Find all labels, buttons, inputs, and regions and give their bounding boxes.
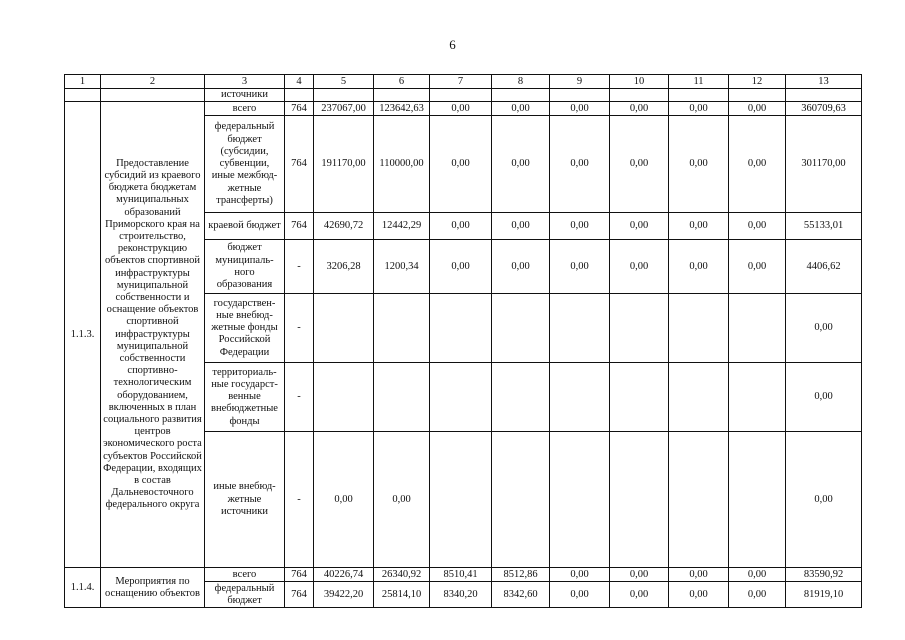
value-cell: 0,00 <box>610 582 669 608</box>
total-cell: 55133,01 <box>786 213 862 240</box>
value-cell <box>550 432 610 568</box>
value-cell: 191170,00 <box>314 116 374 213</box>
total-cell: 81919,10 <box>786 582 862 608</box>
value-cell <box>610 363 669 432</box>
value-cell: 0,00 <box>610 240 669 294</box>
grbs-cell: 764 <box>285 116 314 213</box>
value-cell: 0,00 <box>729 568 786 582</box>
value-cell: 0,00 <box>374 432 430 568</box>
header-cell: 13 <box>786 75 862 89</box>
value-cell: 0,00 <box>729 116 786 213</box>
total-cell: 0,00 <box>786 294 862 363</box>
grbs-cell: - <box>285 294 314 363</box>
value-cell: 0,00 <box>550 116 610 213</box>
value-cell: 0,00 <box>729 213 786 240</box>
value-cell <box>430 432 492 568</box>
value-cell: 0,00 <box>492 240 550 294</box>
header-cell: 9 <box>550 75 610 89</box>
value-cell: 0,00 <box>669 568 729 582</box>
item-name: Мероприятия по оснащению объектов <box>101 568 205 608</box>
value-cell: 0,00 <box>610 116 669 213</box>
value-cell: 0,00 <box>492 213 550 240</box>
grbs-cell: 764 <box>285 102 314 116</box>
value-cell: 0,00 <box>430 102 492 116</box>
value-cell: 25814,10 <box>374 582 430 608</box>
source-cell: бюджет муниципаль-ного образования <box>205 240 285 294</box>
value-cell: 0,00 <box>669 240 729 294</box>
source-cell: федеральный бюджет <box>205 582 285 608</box>
value-cell <box>610 432 669 568</box>
item-name: Предоставление субсидий из краевого бюджета бюджетам муниципальных образований Приморского края на строительство, реконструкцию объектов спортивной инфраструктуры муниципальной собственности и оснащение объектов спортивной инфраструктуры муниципальной собственности спортивно-технологическим оборудованием, включенных в план социального развития центров экономического роста субъектов Российской Федерации, входящих в состав Дальневосточного федерального округа <box>101 102 205 568</box>
value-cell: 0,00 <box>492 102 550 116</box>
value-cell: 0,00 <box>550 568 610 582</box>
value-cell: 0,00 <box>430 116 492 213</box>
source-cell: всего <box>205 568 285 582</box>
value-cell: 0,00 <box>550 213 610 240</box>
source-cell: иные внебюд-жетные источники <box>205 432 285 568</box>
value-cell: 0,00 <box>430 240 492 294</box>
value-cell <box>550 363 610 432</box>
value-cell: 3206,28 <box>314 240 374 294</box>
value-cell <box>669 294 729 363</box>
value-cell: 0,00 <box>550 102 610 116</box>
grbs-cell: - <box>285 240 314 294</box>
value-cell: 0,00 <box>669 116 729 213</box>
value-cell <box>430 363 492 432</box>
value-cell: 0,00 <box>492 116 550 213</box>
budget-table <box>64 74 862 608</box>
grbs-cell: 764 <box>285 582 314 608</box>
item-code: 1.1.3. <box>65 102 101 568</box>
value-cell: 12442,29 <box>374 213 430 240</box>
header-cell: 11 <box>669 75 729 89</box>
value-cell <box>430 294 492 363</box>
value-cell: 40226,74 <box>314 568 374 582</box>
value-cell <box>729 294 786 363</box>
total-cell: 360709,63 <box>786 102 862 116</box>
source-cell: государствен-ные внебюд-жетные фонды Российской Федерации <box>205 294 285 363</box>
value-cell <box>492 294 550 363</box>
value-cell: 0,00 <box>550 582 610 608</box>
value-cell <box>550 294 610 363</box>
total-cell: 4406,62 <box>786 240 862 294</box>
value-cell <box>374 294 430 363</box>
value-cell: 1200,34 <box>374 240 430 294</box>
grbs-cell: - <box>285 432 314 568</box>
header-cell: 2 <box>101 75 205 89</box>
value-cell <box>314 363 374 432</box>
item-code: 1.1.4. <box>65 568 101 608</box>
header-cell: 8 <box>492 75 550 89</box>
value-cell: 0,00 <box>669 213 729 240</box>
header-cell: 4 <box>285 75 314 89</box>
continuation-row <box>65 89 862 102</box>
header-cell: 12 <box>729 75 786 89</box>
value-cell: 0,00 <box>729 582 786 608</box>
value-cell <box>610 294 669 363</box>
value-cell: 0,00 <box>610 213 669 240</box>
value-cell: 237067,00 <box>314 102 374 116</box>
source-cell: источники <box>205 89 285 102</box>
source-cell: территориаль-ные государст-венные внебюджетные фонды <box>205 363 285 432</box>
header-cell: 1 <box>65 75 101 89</box>
table-row <box>65 568 862 582</box>
page-number: 6 <box>449 37 456 52</box>
value-cell: 26340,92 <box>374 568 430 582</box>
total-cell: 83590,92 <box>786 568 862 582</box>
value-cell <box>492 432 550 568</box>
value-cell <box>669 432 729 568</box>
header-cell: 5 <box>314 75 374 89</box>
value-cell: 123642,63 <box>374 102 430 116</box>
value-cell <box>374 363 430 432</box>
value-cell: 0,00 <box>430 213 492 240</box>
grbs-cell: 764 <box>285 568 314 582</box>
header-cell: 10 <box>610 75 669 89</box>
total-cell: 0,00 <box>786 432 862 568</box>
header-row <box>65 75 862 89</box>
value-cell: 0,00 <box>610 568 669 582</box>
value-cell: 110000,00 <box>374 116 430 213</box>
value-cell <box>492 363 550 432</box>
value-cell: 0,00 <box>669 102 729 116</box>
value-cell <box>314 294 374 363</box>
source-cell: всего <box>205 102 285 116</box>
source-cell: федеральный бюджет (субсидии, субвенции, иные межбюд-жетные трансферты) <box>205 116 285 213</box>
grbs-cell: - <box>285 363 314 432</box>
value-cell: 0,00 <box>729 240 786 294</box>
value-cell: 39422,20 <box>314 582 374 608</box>
value-cell <box>669 363 729 432</box>
value-cell: 0,00 <box>314 432 374 568</box>
value-cell: 8512,86 <box>492 568 550 582</box>
grbs-cell: 764 <box>285 213 314 240</box>
value-cell: 0,00 <box>669 582 729 608</box>
total-cell: 0,00 <box>786 363 862 432</box>
value-cell: 42690,72 <box>314 213 374 240</box>
value-cell: 0,00 <box>610 102 669 116</box>
total-cell: 301170,00 <box>786 116 862 213</box>
header-cell: 6 <box>374 75 430 89</box>
value-cell <box>729 432 786 568</box>
value-cell: 0,00 <box>729 102 786 116</box>
table-row <box>65 102 862 116</box>
source-cell: краевой бюджет <box>205 213 285 240</box>
value-cell: 0,00 <box>550 240 610 294</box>
value-cell: 8510,41 <box>430 568 492 582</box>
header-cell: 7 <box>430 75 492 89</box>
header-cell: 3 <box>205 75 285 89</box>
value-cell: 8340,20 <box>430 582 492 608</box>
value-cell: 8342,60 <box>492 582 550 608</box>
value-cell <box>729 363 786 432</box>
